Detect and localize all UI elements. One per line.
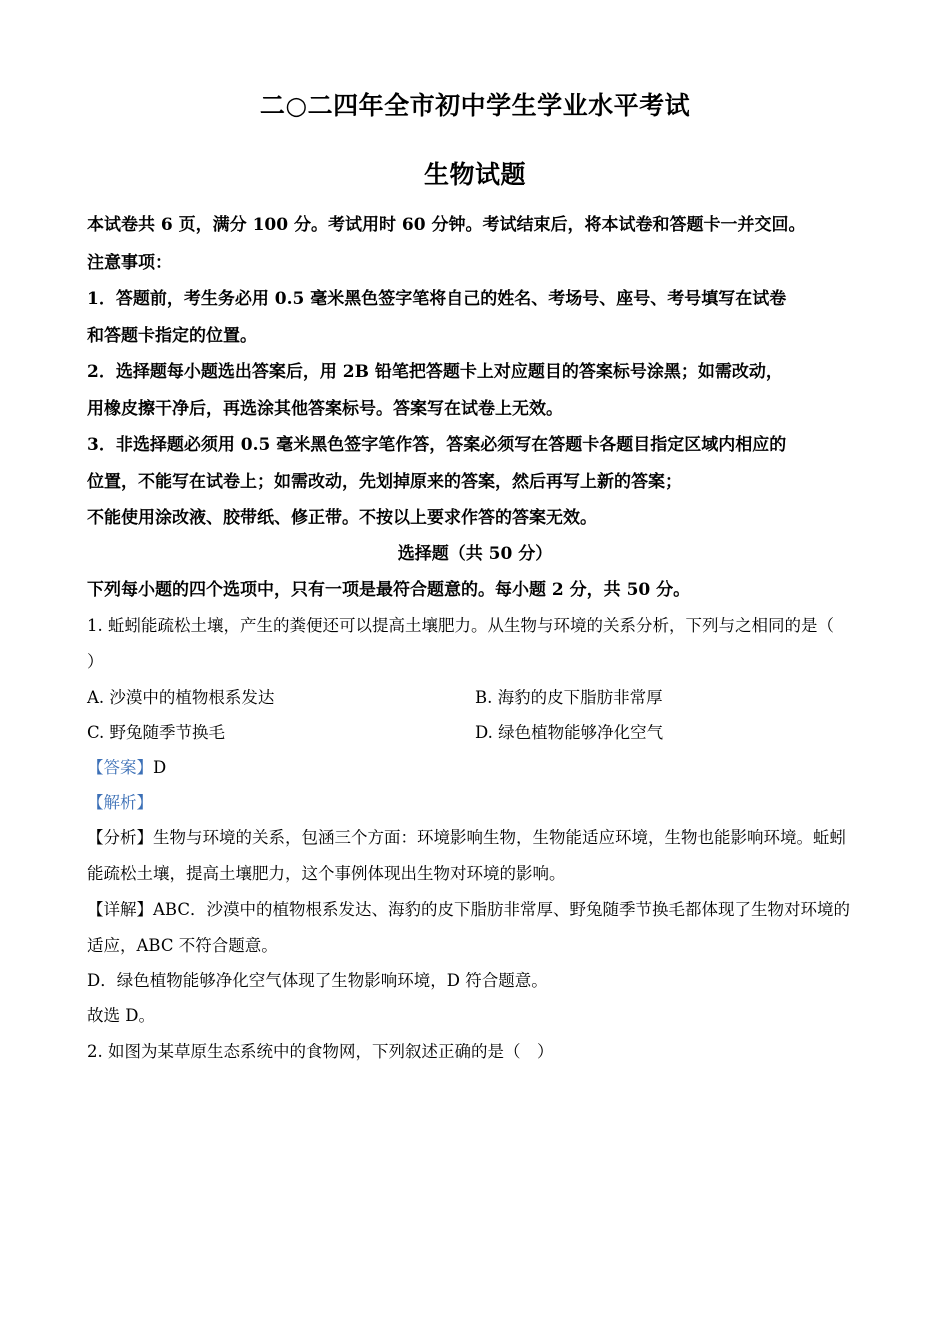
question-1-option-d: D. 绿色植物能够净化空气 <box>475 723 664 742</box>
subject-title: 生物试题 <box>423 160 526 189</box>
answer-value: D <box>153 758 167 777</box>
question-1-xiangjie-line-3: D．绿色植物能够净化空气体现了生物影响环境，D 符合题意。 <box>87 971 548 990</box>
analysis-tag: 【解析】 <box>87 793 153 812</box>
question-1-answer <box>87 754 166 778</box>
question-1-fenxi-line-2: 能疏松土壤，提高土壤肥力，这个事例体现出生物对环境的影响。 <box>87 864 566 883</box>
notice-item-1-line-1: 1．答题前，考生务必用 0.5 毫米黑色签字笔将自己的姓名、考场号、座号、考号填写在试卷 <box>87 289 787 309</box>
exam-title: 二○二四年全市初中学生学业水平考试 <box>259 91 691 120</box>
answer-tag: 【答案】 <box>87 758 153 777</box>
notice-heading: 注意事项： <box>87 253 172 273</box>
question-2-stem: 2. 如图为某草原生态系统中的食物网，下列叙述正确的是（ ） <box>87 1042 554 1061</box>
question-1-option-a: A. 沙漠中的植物根系发达 <box>87 688 275 707</box>
notice-item-3-line-3: 不能使用涂改液、胶带纸、修正带。不按以上要求作答的答案无效。 <box>87 508 597 528</box>
question-1-option-b: B. 海豹的皮下脂肪非常厚 <box>475 688 663 707</box>
question-1-xiangjie-line-2: 适应，ABC 不符合题意。 <box>87 936 278 955</box>
question-1-fenxi-line-1: 【分析】生物与环境的关系，包涵三个方面：环境影响生物，生物能适应环境，生物也能影响环境。蚯蚓 <box>87 828 846 847</box>
section-heading: 选择题（共 50 分） <box>397 544 553 564</box>
question-1-conclusion: 故选 D。 <box>87 1006 155 1025</box>
notice-item-2-line-1: 2．选择题每小题选出答案后，用 2B 铅笔把答题卡上对应题目的答案标号涂黑；如需改动， <box>87 362 783 382</box>
exam-intro: 本试卷共 6 页，满分 100 分。考试用时 60 分钟。考试结束后，将本试卷和答题卡一并交回。 <box>87 215 806 235</box>
section-instruction: 下列每小题的四个选项中，只有一项是最符合题意的。每小题 2 分，共 50 分。 <box>87 580 691 600</box>
question-1-xiangjie-line-1: 【详解】ABC．沙漠中的植物根系发达、海豹的皮下脂肪非常厚、野兔随季节换毛都体现了生物对环境的 <box>87 900 850 919</box>
notice-item-1-line-2: 和答题卡指定的位置。 <box>87 326 257 346</box>
question-1-stem-line-2: ） <box>87 652 104 671</box>
question-1-stem-line-1: 1. 蚯蚓能疏松土壤，产生的粪便还可以提高土壤肥力。从生物与环境的关系分析，下列与之相同的是（ <box>87 616 834 635</box>
notice-item-2-line-2: 用橡皮擦干净后，再选涂其他答案标号。答案写在试卷上无效。 <box>87 399 563 419</box>
question-1-option-c: C. 野兔随季节换毛 <box>87 723 226 742</box>
notice-item-3-line-1: 3．非选择题必须用 0.5 毫米黑色签字笔作答，答案必须写在答题卡各题目指定区域内相应的 <box>87 435 787 455</box>
notice-item-3-line-2: 位置，不能写在试卷上；如需改动，先划掉原来的答案，然后再写上新的答案； <box>87 472 682 492</box>
